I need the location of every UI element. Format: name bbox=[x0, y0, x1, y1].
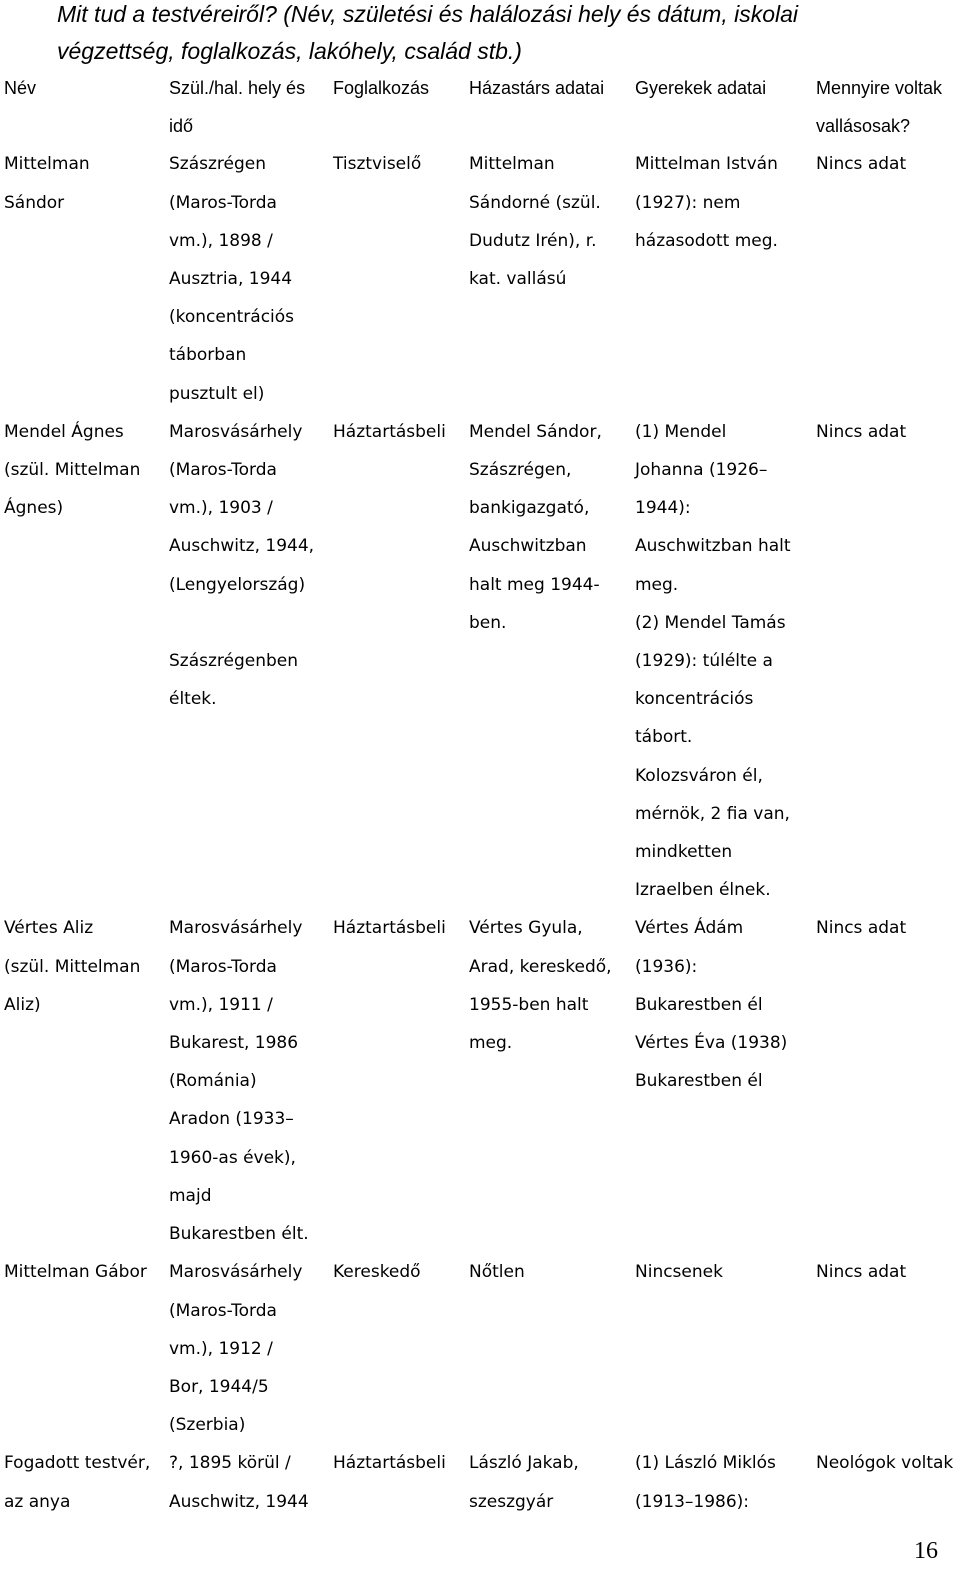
cell-occupation bbox=[333, 145, 469, 183]
question-heading bbox=[57, 0, 937, 70]
cell-religiosity bbox=[816, 1444, 956, 1482]
cell-line: vm.), 1898 / bbox=[169, 230, 273, 251]
cell-children bbox=[635, 1253, 816, 1291]
cell-line: Mendel Ágnes bbox=[4, 421, 124, 442]
cell-line: (Maros-Torda bbox=[169, 460, 277, 481]
cell-spouse bbox=[469, 1444, 635, 1520]
cell-line: kat. vallású bbox=[469, 269, 567, 290]
cell-line: meg. bbox=[469, 1033, 513, 1054]
cell-line: (Románia) bbox=[169, 1071, 257, 1092]
cell-line: Arad, kereskedő, bbox=[469, 956, 612, 977]
cell-line: (1929): túlélte a bbox=[635, 651, 773, 672]
cell-line: Auschwitz, 1944 bbox=[169, 1491, 309, 1512]
cell-religiosity bbox=[816, 909, 956, 947]
cell-line: (szül. Mittelman bbox=[4, 956, 141, 977]
cell-name bbox=[4, 413, 169, 528]
cell-line: Nincs adat bbox=[816, 918, 907, 939]
cell-line: ben. bbox=[469, 612, 507, 633]
siblings-table bbox=[4, 69, 956, 1521]
cell-line: Bukarest, 1986 bbox=[169, 1033, 299, 1054]
cell-line: (szül. Mittelman bbox=[4, 460, 141, 481]
cell-line: az anya bbox=[4, 1491, 71, 1512]
cell-line: pusztult el) bbox=[169, 383, 265, 404]
cell-line: Vértes Éva (1938) bbox=[635, 1033, 788, 1054]
cell-line: Házastárs adatai bbox=[469, 78, 605, 98]
cell-line: Szászrégenben bbox=[169, 651, 299, 672]
cell-line: Szül./hal. hely és bbox=[169, 78, 306, 98]
table-row bbox=[4, 413, 956, 910]
cell-line: (2) Mendel Tamás bbox=[635, 612, 786, 633]
cell-line: vm.), 1903 / bbox=[169, 498, 273, 519]
table-row bbox=[4, 1253, 956, 1444]
cell-line: mérnök, 2 fia van, bbox=[635, 803, 790, 824]
cell-line: Aliz) bbox=[4, 994, 41, 1015]
cell-line: (Maros-Torda bbox=[169, 1300, 277, 1321]
cell-line: bankigazgató, bbox=[469, 498, 590, 519]
cell-line: Ágnes) bbox=[4, 498, 64, 519]
cell-line: Foglalkozás bbox=[333, 78, 430, 98]
cell-line: éltek. bbox=[169, 689, 217, 710]
cell-line: Johanna (1926– bbox=[635, 460, 768, 481]
cell-birth-death-place bbox=[169, 413, 333, 719]
cell-line: Vértes Aliz bbox=[4, 918, 94, 939]
cell-line: tábort. bbox=[635, 727, 693, 748]
cell-line: László Jakab, bbox=[469, 1453, 579, 1474]
cell-line: Kolozsváron él, bbox=[635, 765, 763, 786]
cell-line: Ausztria, 1944 bbox=[169, 269, 293, 290]
heading-line: végzettség, foglalkozás, lakóhely, család stb.) bbox=[57, 38, 522, 64]
header-name bbox=[4, 69, 169, 107]
cell-line: Auschwitz, 1944, bbox=[169, 536, 315, 557]
header-birth-death-place bbox=[169, 69, 333, 145]
cell-children bbox=[635, 413, 816, 910]
cell-line: 1960-as évek), bbox=[169, 1147, 296, 1168]
cell-name bbox=[4, 1253, 169, 1291]
cell-line bbox=[169, 604, 333, 642]
cell-spouse bbox=[469, 413, 635, 642]
cell-occupation bbox=[333, 1444, 469, 1482]
cell-line: koncentrációs bbox=[635, 689, 754, 710]
table-row bbox=[4, 1444, 956, 1520]
cell-line: Tisztviselő bbox=[333, 154, 422, 175]
cell-name bbox=[4, 1444, 169, 1520]
cell-line: (Szerbia) bbox=[169, 1415, 246, 1436]
cell-religiosity bbox=[816, 1253, 956, 1291]
cell-line: meg. bbox=[635, 574, 679, 595]
cell-line: (1913–1986): bbox=[635, 1491, 750, 1512]
cell-line: Bukarestben él bbox=[635, 994, 763, 1015]
cell-line: Mittelman István bbox=[635, 154, 778, 175]
cell-line: Mendel Sándor, bbox=[469, 421, 602, 442]
cell-line: Szászrégen bbox=[169, 154, 267, 175]
cell-line: Izraelben élnek. bbox=[635, 880, 771, 901]
cell-line: Nincs adat bbox=[816, 154, 907, 175]
cell-line: Név bbox=[4, 78, 37, 98]
cell-line: Nőtlen bbox=[469, 1262, 525, 1283]
cell-line: Bukarestben él bbox=[635, 1071, 763, 1092]
cell-line: házasodott meg. bbox=[635, 230, 778, 251]
header-spouse bbox=[469, 69, 635, 107]
table-row bbox=[4, 145, 956, 412]
cell-line: (Maros-Torda bbox=[169, 192, 277, 213]
cell-line: Marosvásárhely bbox=[169, 421, 303, 442]
cell-line: 1944): bbox=[635, 498, 691, 519]
cell-line: (1) László Miklós bbox=[635, 1453, 776, 1474]
cell-line: (Lengyelország) bbox=[169, 574, 306, 595]
table-header-row bbox=[4, 69, 956, 145]
cell-line: Háztartásbeli bbox=[333, 1453, 446, 1474]
cell-line: Neológok voltak bbox=[816, 1453, 954, 1474]
cell-line: Nincs adat bbox=[816, 1262, 907, 1283]
cell-line: (1936): bbox=[635, 956, 698, 977]
cell-name bbox=[4, 909, 169, 1024]
cell-line: vallásosak? bbox=[816, 116, 911, 137]
cell-line: idő bbox=[169, 116, 194, 137]
header-religiosity bbox=[816, 69, 956, 145]
cell-birth-death-place bbox=[169, 1444, 333, 1520]
cell-children bbox=[635, 145, 816, 260]
cell-line: Szászrégen, bbox=[469, 460, 572, 481]
cell-children bbox=[635, 909, 816, 1100]
cell-religiosity bbox=[816, 413, 956, 451]
cell-line: Marosvásárhely bbox=[169, 1262, 303, 1283]
cell-children bbox=[635, 1444, 816, 1520]
cell-line: Nincsenek bbox=[635, 1262, 723, 1283]
cell-line: Vértes Ádám bbox=[635, 918, 744, 939]
cell-line: Dudutz Irén), r. bbox=[469, 230, 597, 251]
cell-line: Auschwitzban halt bbox=[635, 536, 791, 557]
cell-occupation bbox=[333, 413, 469, 451]
cell-line: vm.), 1912 / bbox=[169, 1338, 273, 1359]
cell-line: (1927): nem bbox=[635, 192, 741, 213]
cell-line: Mittelman bbox=[469, 154, 555, 175]
cell-spouse bbox=[469, 1253, 635, 1291]
cell-spouse bbox=[469, 145, 635, 298]
cell-birth-death-place bbox=[169, 145, 333, 412]
cell-line: ?, 1895 körül / bbox=[169, 1453, 291, 1474]
cell-name bbox=[4, 145, 169, 221]
cell-line: Mennyire voltak bbox=[816, 78, 943, 98]
table-row bbox=[4, 909, 956, 1253]
cell-line: Aradon (1933– bbox=[169, 1109, 294, 1130]
cell-line: Nincs adat bbox=[816, 421, 907, 442]
page-number: 16 bbox=[914, 1538, 938, 1564]
cell-line: Vértes Gyula, bbox=[469, 918, 583, 939]
cell-line: vm.), 1911 / bbox=[169, 994, 273, 1015]
cell-line: Gyerekek adatai bbox=[635, 78, 767, 98]
cell-line: (1) Mendel bbox=[635, 421, 727, 442]
cell-line: (Maros-Torda bbox=[169, 956, 277, 977]
cell-line: Háztartásbeli bbox=[333, 421, 446, 442]
cell-line: Háztartásbeli bbox=[333, 918, 446, 939]
cell-occupation bbox=[333, 909, 469, 947]
heading-line: Mit tud a testvéreiről? (Név, születési és halálozási hely és dátum, iskolai bbox=[57, 1, 799, 27]
cell-line: táborban bbox=[169, 345, 247, 366]
cell-line: Sándorné (szül. bbox=[469, 192, 601, 213]
header-occupation bbox=[333, 69, 469, 107]
cell-occupation bbox=[333, 1253, 469, 1291]
cell-birth-death-place bbox=[169, 909, 333, 1253]
header-children bbox=[635, 69, 816, 107]
cell-line: (koncentrációs bbox=[169, 307, 295, 328]
cell-line: szeszgyár bbox=[469, 1491, 554, 1512]
cell-religiosity bbox=[816, 145, 956, 183]
cell-line: Mittelman bbox=[4, 154, 90, 175]
cell-line: halt meg 1944- bbox=[469, 574, 600, 595]
cell-line: Bor, 1944/5 bbox=[169, 1376, 269, 1397]
cell-line: Auschwitzban bbox=[469, 536, 587, 557]
cell-spouse bbox=[469, 909, 635, 1062]
cell-line: 1955-ben halt bbox=[469, 994, 589, 1015]
cell-line: Sándor bbox=[4, 192, 65, 213]
cell-line: Mittelman Gábor bbox=[4, 1262, 147, 1283]
cell-line: mindketten bbox=[635, 842, 733, 863]
cell-line: Kereskedő bbox=[333, 1262, 421, 1283]
cell-line: majd bbox=[169, 1185, 212, 1206]
cell-line: Fogadott testvér, bbox=[4, 1453, 151, 1474]
cell-line: Marosvásárhely bbox=[169, 918, 303, 939]
cell-line: Bukarestben élt. bbox=[169, 1224, 309, 1245]
cell-birth-death-place bbox=[169, 1253, 333, 1444]
